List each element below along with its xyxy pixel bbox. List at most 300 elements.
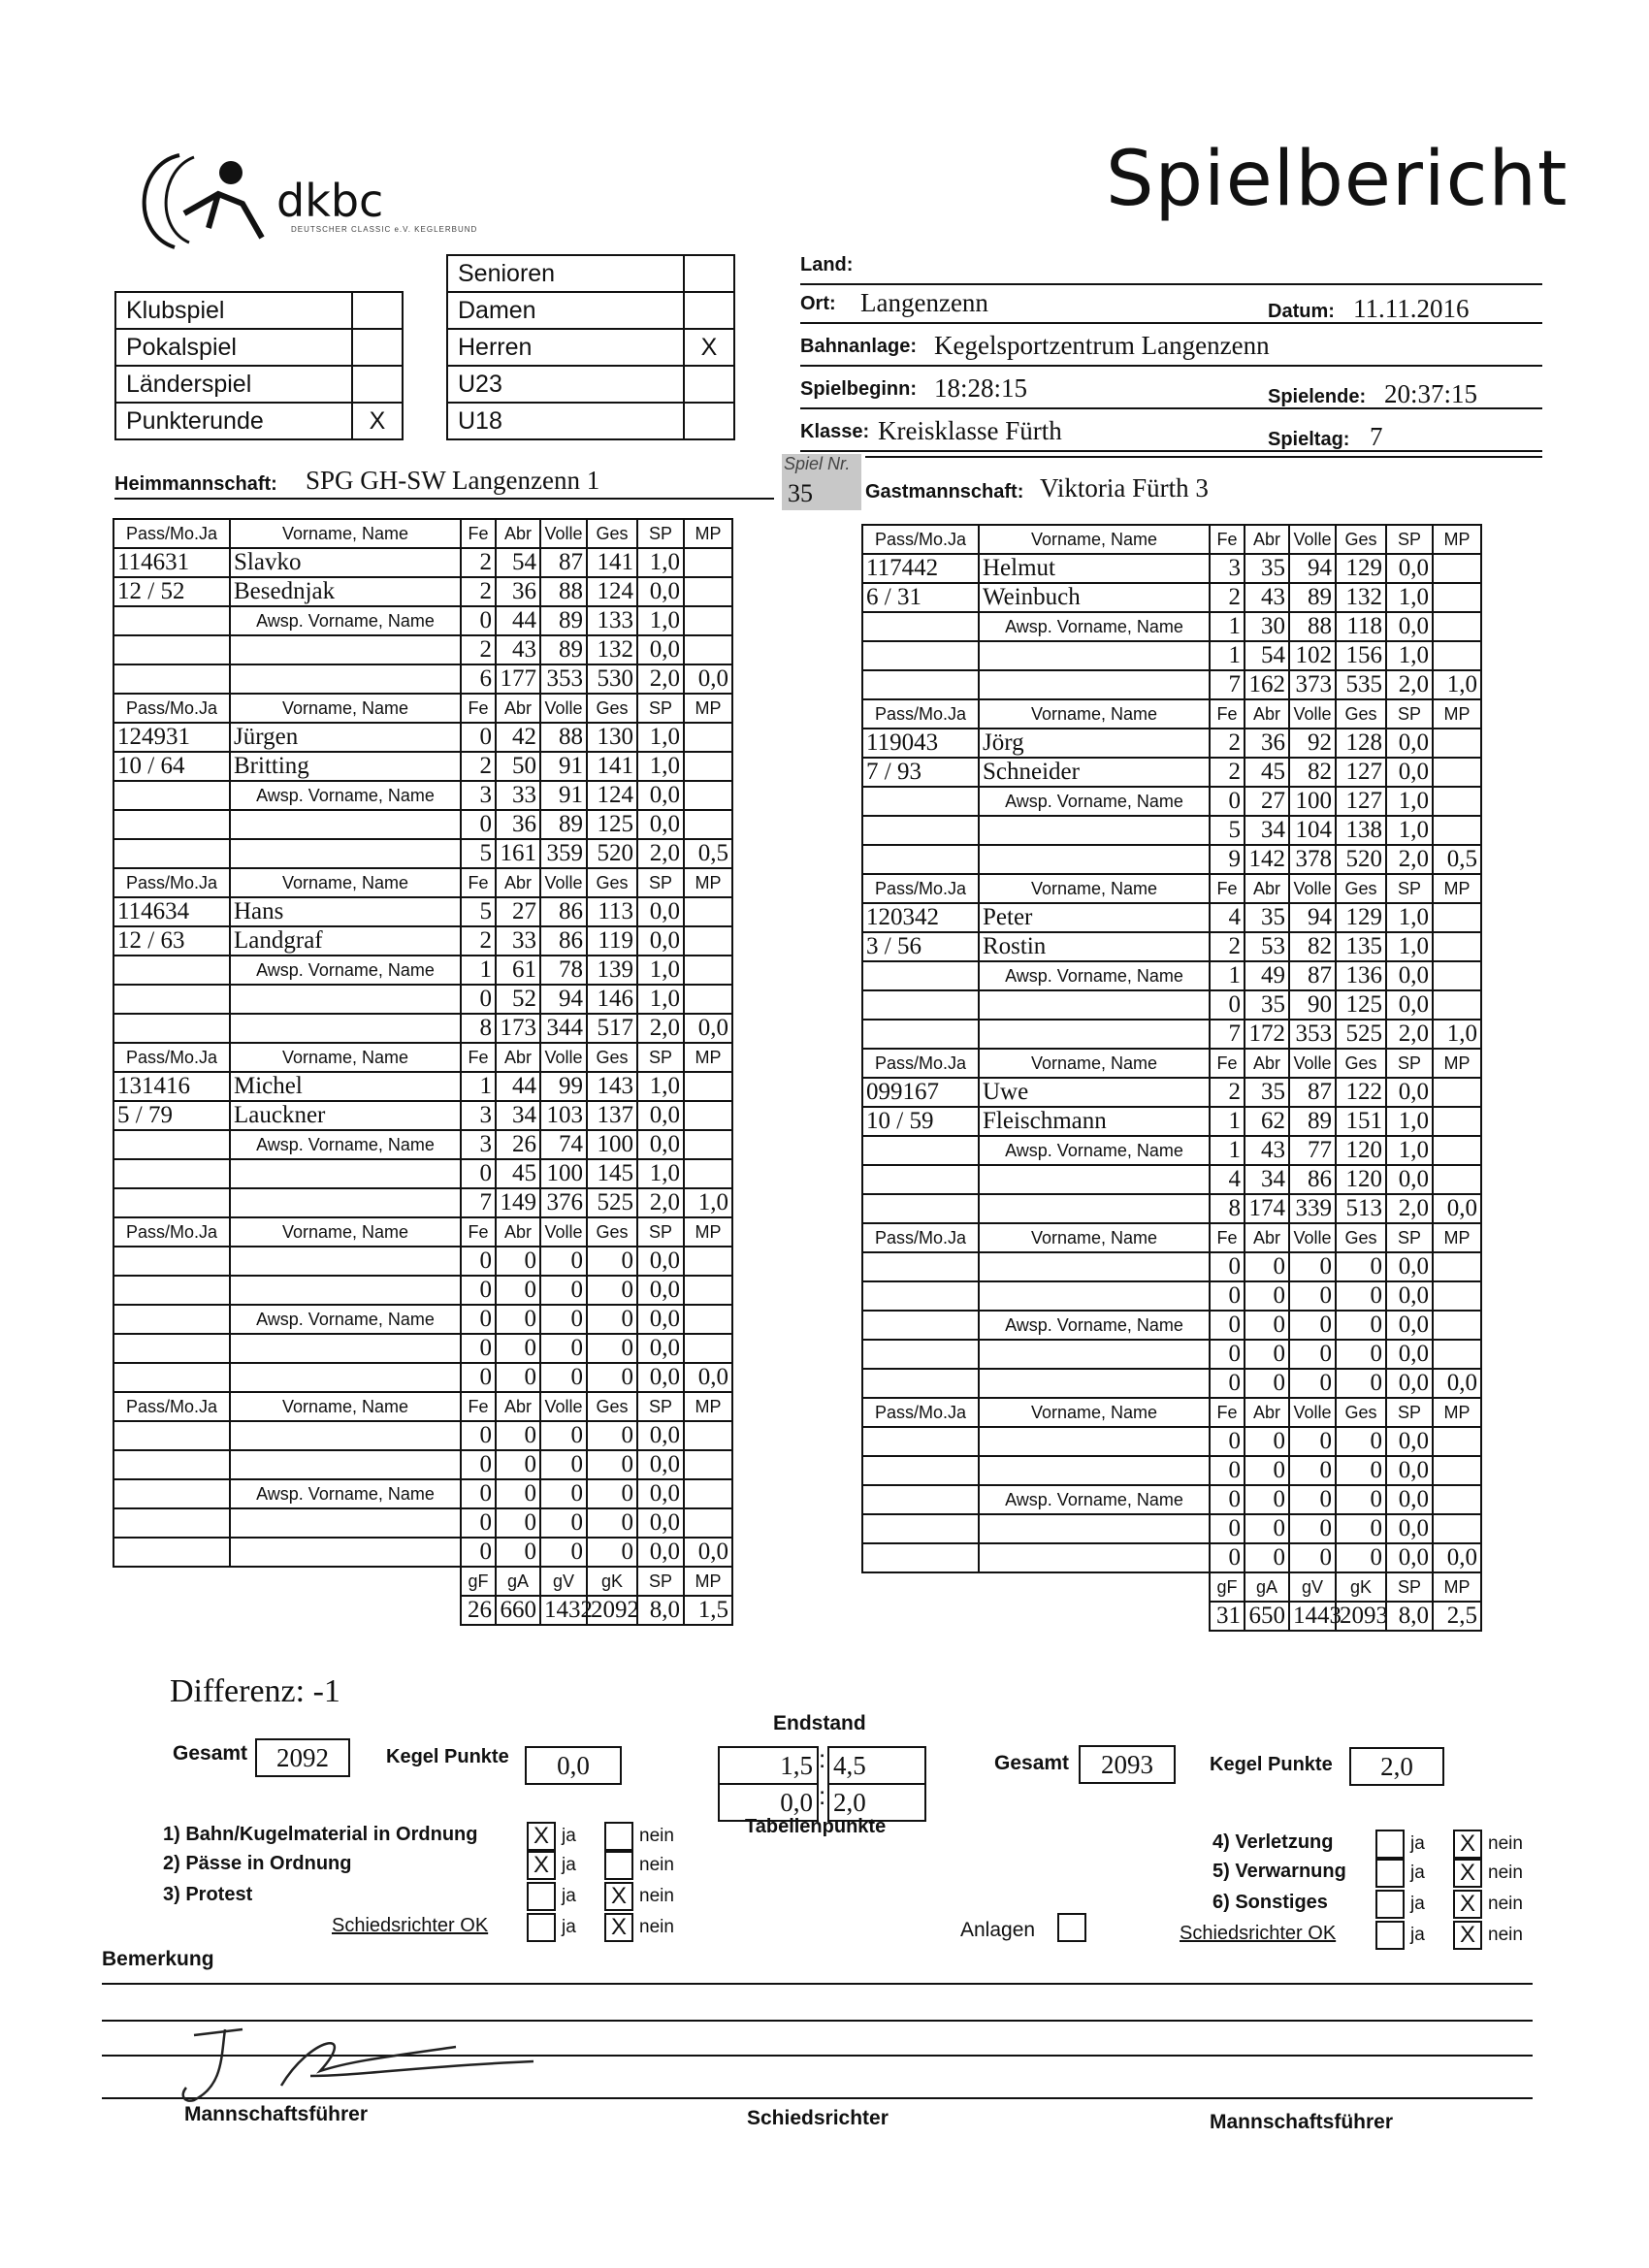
score-cell-abr[interactable]: 0 <box>1245 1252 1289 1281</box>
score-cell-sp[interactable]: 0,0 <box>1386 1456 1433 1485</box>
empty-pass-cell[interactable] <box>113 810 230 839</box>
player-first-name[interactable]: Jürgen <box>230 723 461 752</box>
pass-number[interactable]: 119043 <box>862 729 979 758</box>
score-cell-fe[interactable]: 0 <box>461 723 496 752</box>
score-cell-abr[interactable]: 43 <box>1245 583 1289 612</box>
member-year[interactable]: 6 / 31 <box>862 583 979 612</box>
score-cell-fe[interactable]: 1 <box>461 1072 496 1101</box>
score-cell-fe[interactable]: 4 <box>1210 903 1245 932</box>
score-cell-fe[interactable]: 0 <box>1210 990 1245 1020</box>
player-last-name[interactable] <box>979 1456 1210 1485</box>
score-cell-fe[interactable]: 0 <box>1210 1340 1245 1369</box>
score-cell-volle[interactable]: 90 <box>1289 990 1336 1020</box>
pass-number[interactable] <box>862 1252 979 1281</box>
score-cell-fe[interactable]: 0 <box>1210 787 1245 816</box>
score-cell-ges[interactable]: 124 <box>587 781 637 810</box>
score-cell-sp[interactable]: 0,0 <box>637 1247 684 1276</box>
score-cell-ges[interactable]: 156 <box>1336 641 1386 670</box>
empty-pass-cell[interactable] <box>113 1305 230 1334</box>
empty-pass-cell[interactable] <box>862 641 979 670</box>
empty-pass-cell[interactable] <box>113 606 230 635</box>
category-checkbox[interactable]: X <box>684 329 734 366</box>
score-cell-volle[interactable]: 0 <box>540 1421 587 1450</box>
score-cell-abr[interactable]: 36 <box>496 810 540 839</box>
player-first-name[interactable]: Hans <box>230 897 461 926</box>
score-cell-ges[interactable]: 141 <box>587 752 637 781</box>
player-last-name[interactable]: Weinbuch <box>979 583 1210 612</box>
score-cell-ges[interactable]: 100 <box>587 1130 637 1159</box>
score-cell-ges[interactable]: 146 <box>587 985 637 1014</box>
score-cell-abr[interactable]: 33 <box>496 781 540 810</box>
player-last-name[interactable]: Lauckner <box>230 1101 461 1130</box>
score-cell-volle[interactable]: 92 <box>1289 729 1336 758</box>
score-cell-sp[interactable]: 0,0 <box>637 1305 684 1334</box>
score-cell-volle[interactable]: 0 <box>1289 1456 1336 1485</box>
empty-pass-cell[interactable] <box>862 787 979 816</box>
score-cell-fe[interactable]: 0 <box>1210 1427 1245 1456</box>
score-cell-fe[interactable]: 1 <box>1210 641 1245 670</box>
score-cell-ges[interactable]: 137 <box>587 1101 637 1130</box>
category-checkbox[interactable] <box>684 292 734 329</box>
score-cell-ges[interactable]: 0 <box>1336 1340 1386 1369</box>
score-cell-sp[interactable]: 1,0 <box>1386 641 1433 670</box>
other-nein-checkbox[interactable]: X <box>1453 1890 1482 1919</box>
substitute-name[interactable] <box>230 635 461 664</box>
score-cell-abr[interactable]: 27 <box>496 897 540 926</box>
score-cell-volle[interactable]: 0 <box>540 1305 587 1334</box>
score-cell-sp[interactable]: 0,0 <box>1386 1514 1433 1543</box>
score-cell-ges[interactable]: 125 <box>1336 990 1386 1020</box>
empty-pass-cell[interactable] <box>113 635 230 664</box>
score-cell-sp[interactable]: 0,0 <box>1386 1281 1433 1311</box>
score-cell-fe[interactable]: 3 <box>461 1130 496 1159</box>
score-cell-ges[interactable]: 0 <box>587 1421 637 1450</box>
substitute-name[interactable] <box>979 1340 1210 1369</box>
score-cell-volle[interactable]: 0 <box>540 1334 587 1363</box>
score-cell-ges[interactable]: 122 <box>1336 1078 1386 1107</box>
score-cell-fe[interactable]: 0 <box>1210 1252 1245 1281</box>
player-first-name[interactable]: Slavko <box>230 548 461 577</box>
score-cell-fe[interactable]: 5 <box>1210 816 1245 845</box>
pass-number[interactable]: 131416 <box>113 1072 230 1101</box>
score-cell-fe[interactable]: 5 <box>461 897 496 926</box>
score-cell-fe[interactable]: 2 <box>461 577 496 606</box>
empty-pass-cell[interactable] <box>862 1165 979 1194</box>
score-cell-sp[interactable]: 0,0 <box>1386 1311 1433 1340</box>
protest-ja-checkbox[interactable] <box>527 1882 556 1911</box>
score-cell-volle[interactable]: 0 <box>540 1450 587 1479</box>
player-first-name[interactable] <box>230 1247 461 1276</box>
score-cell-abr[interactable]: 34 <box>1245 1165 1289 1194</box>
score-cell-sp[interactable]: 1,0 <box>1386 816 1433 845</box>
score-cell-abr[interactable]: 35 <box>1245 903 1289 932</box>
pass-number[interactable]: 099167 <box>862 1078 979 1107</box>
score-cell-ges[interactable]: 145 <box>587 1159 637 1188</box>
score-cell-ges[interactable]: 127 <box>1336 758 1386 787</box>
score-cell-fe[interactable]: 4 <box>1210 1165 1245 1194</box>
score-cell-abr[interactable]: 35 <box>1245 1078 1289 1107</box>
passes-ok-ja-checkbox[interactable]: X <box>527 1851 556 1880</box>
score-cell-ges[interactable]: 0 <box>1336 1252 1386 1281</box>
score-cell-ges[interactable]: 0 <box>587 1334 637 1363</box>
score-cell-fe[interactable]: 0 <box>1210 1514 1245 1543</box>
score-cell-sp[interactable]: 0,0 <box>637 897 684 926</box>
score-cell-sp[interactable]: 1,0 <box>637 985 684 1014</box>
score-cell-fe[interactable]: 1 <box>1210 1107 1245 1136</box>
score-cell-ges[interactable]: 132 <box>1336 583 1386 612</box>
score-cell-sp[interactable]: 1,0 <box>637 1159 684 1188</box>
score-cell-sp[interactable]: 0,0 <box>1386 729 1433 758</box>
score-cell-abr[interactable]: 0 <box>1245 1485 1289 1514</box>
score-cell-abr[interactable]: 0 <box>496 1508 540 1538</box>
score-cell-fe[interactable]: 1 <box>461 956 496 985</box>
referee-ok-right-nein-checkbox[interactable]: X <box>1453 1921 1482 1950</box>
score-cell-ges[interactable]: 141 <box>587 548 637 577</box>
substitute-name[interactable] <box>979 1165 1210 1194</box>
member-year[interactable]: 7 / 93 <box>862 758 979 787</box>
empty-pass-cell[interactable] <box>862 1514 979 1543</box>
score-cell-ges[interactable]: 125 <box>587 810 637 839</box>
score-cell-ges[interactable]: 135 <box>1336 932 1386 961</box>
empty-pass-cell[interactable] <box>862 816 979 845</box>
member-year[interactable]: 3 / 56 <box>862 932 979 961</box>
score-cell-abr[interactable]: 36 <box>1245 729 1289 758</box>
score-cell-sp[interactable]: 1,0 <box>637 548 684 577</box>
empty-pass-cell[interactable] <box>862 1311 979 1340</box>
score-cell-volle[interactable]: 0 <box>1289 1281 1336 1311</box>
substitute-name[interactable] <box>230 1334 461 1363</box>
score-cell-ges[interactable]: 0 <box>1336 1456 1386 1485</box>
score-cell-volle[interactable]: 78 <box>540 956 587 985</box>
score-cell-volle[interactable]: 89 <box>540 810 587 839</box>
score-cell-sp[interactable]: 1,0 <box>1386 1136 1433 1165</box>
score-cell-sp[interactable]: 0,0 <box>637 1421 684 1450</box>
substitute-name[interactable] <box>979 641 1210 670</box>
score-cell-ges[interactable]: 0 <box>1336 1485 1386 1514</box>
score-cell-fe[interactable]: 0 <box>461 1334 496 1363</box>
score-cell-sp[interactable]: 0,0 <box>637 1479 684 1508</box>
empty-pass-cell[interactable] <box>862 990 979 1020</box>
score-cell-sp[interactable]: 0,0 <box>1386 1485 1433 1514</box>
member-year[interactable] <box>862 1281 979 1311</box>
score-cell-sp[interactable]: 0,0 <box>1386 1165 1433 1194</box>
score-cell-ges[interactable]: 136 <box>1336 961 1386 990</box>
score-cell-ges[interactable]: 0 <box>587 1479 637 1508</box>
player-first-name[interactable]: Jörg <box>979 729 1210 758</box>
score-cell-sp[interactable]: 0,0 <box>637 1101 684 1130</box>
pass-number[interactable] <box>113 1421 230 1450</box>
score-cell-sp[interactable]: 1,0 <box>637 1072 684 1101</box>
other-ja-checkbox[interactable] <box>1375 1890 1405 1919</box>
score-cell-sp[interactable]: 0,0 <box>1386 990 1433 1020</box>
score-cell-ges[interactable]: 138 <box>1336 816 1386 845</box>
member-year[interactable]: 12 / 52 <box>113 577 230 606</box>
score-cell-ges[interactable]: 0 <box>1336 1514 1386 1543</box>
score-cell-ges[interactable]: 0 <box>1336 1281 1386 1311</box>
category-checkbox[interactable] <box>684 255 734 292</box>
score-cell-abr[interactable]: 53 <box>1245 932 1289 961</box>
score-cell-ges[interactable]: 0 <box>587 1305 637 1334</box>
injury-ja-checkbox[interactable] <box>1375 1830 1405 1859</box>
score-cell-ges[interactable]: 118 <box>1336 612 1386 641</box>
score-cell-fe[interactable]: 0 <box>461 810 496 839</box>
score-cell-fe[interactable]: 0 <box>461 985 496 1014</box>
score-cell-fe[interactable]: 0 <box>461 1305 496 1334</box>
material-ok-ja-checkbox[interactable]: X <box>527 1822 556 1851</box>
score-cell-sp[interactable]: 0,0 <box>637 1130 684 1159</box>
score-cell-volle[interactable]: 89 <box>1289 1107 1336 1136</box>
score-cell-fe[interactable]: 0 <box>1210 1311 1245 1340</box>
substitute-name[interactable] <box>230 985 461 1014</box>
referee-ok-right-ja-checkbox[interactable] <box>1375 1921 1405 1950</box>
score-cell-abr[interactable]: 61 <box>496 956 540 985</box>
score-cell-fe[interactable]: 2 <box>461 926 496 956</box>
score-cell-ges[interactable]: 0 <box>587 1450 637 1479</box>
score-cell-volle[interactable]: 88 <box>1289 612 1336 641</box>
score-cell-ges[interactable]: 129 <box>1336 903 1386 932</box>
score-cell-ges[interactable]: 128 <box>1336 729 1386 758</box>
score-cell-sp[interactable]: 0,0 <box>1386 1340 1433 1369</box>
score-cell-volle[interactable]: 0 <box>540 1276 587 1305</box>
empty-pass-cell[interactable] <box>862 612 979 641</box>
score-cell-fe[interactable]: 0 <box>461 1247 496 1276</box>
score-cell-volle[interactable]: 0 <box>540 1479 587 1508</box>
score-cell-abr[interactable]: 0 <box>496 1276 540 1305</box>
score-cell-sp[interactable]: 0,0 <box>637 577 684 606</box>
passes-ok-nein-checkbox[interactable] <box>604 1851 633 1880</box>
score-cell-abr[interactable]: 0 <box>496 1450 540 1479</box>
score-cell-sp[interactable]: 0,0 <box>1386 1427 1433 1456</box>
member-year[interactable] <box>113 1450 230 1479</box>
member-year[interactable]: 12 / 63 <box>113 926 230 956</box>
score-cell-fe[interactable]: 0 <box>461 1450 496 1479</box>
score-cell-fe[interactable]: 0 <box>461 1508 496 1538</box>
player-last-name[interactable]: Fleischmann <box>979 1107 1210 1136</box>
substitute-name[interactable] <box>230 810 461 839</box>
score-cell-abr[interactable]: 34 <box>1245 816 1289 845</box>
empty-pass-cell[interactable] <box>862 961 979 990</box>
score-cell-volle[interactable]: 74 <box>540 1130 587 1159</box>
score-cell-volle[interactable]: 94 <box>1289 554 1336 583</box>
score-cell-abr[interactable]: 62 <box>1245 1107 1289 1136</box>
score-cell-volle[interactable]: 91 <box>540 781 587 810</box>
score-cell-fe[interactable]: 2 <box>461 548 496 577</box>
score-cell-volle[interactable]: 0 <box>1289 1485 1336 1514</box>
score-cell-abr[interactable]: 30 <box>1245 612 1289 641</box>
score-cell-sp[interactable]: 0,0 <box>1386 1078 1433 1107</box>
substitute-name[interactable] <box>979 990 1210 1020</box>
score-cell-abr[interactable]: 0 <box>1245 1311 1289 1340</box>
score-cell-sp[interactable]: 1,0 <box>1386 583 1433 612</box>
player-first-name[interactable]: Peter <box>979 903 1210 932</box>
empty-pass-cell[interactable] <box>113 985 230 1014</box>
member-year[interactable]: 10 / 59 <box>862 1107 979 1136</box>
warning-nein-checkbox[interactable]: X <box>1453 1859 1482 1888</box>
score-cell-ges[interactable]: 129 <box>1336 554 1386 583</box>
score-cell-volle[interactable]: 82 <box>1289 932 1336 961</box>
pass-number[interactable]: 120342 <box>862 903 979 932</box>
score-cell-fe[interactable]: 0 <box>461 1159 496 1188</box>
member-year[interactable]: 5 / 79 <box>113 1101 230 1130</box>
score-cell-sp[interactable]: 1,0 <box>637 956 684 985</box>
score-cell-sp[interactable]: 0,0 <box>1386 1252 1433 1281</box>
score-cell-abr[interactable]: 45 <box>496 1159 540 1188</box>
score-cell-volle[interactable]: 86 <box>1289 1165 1336 1194</box>
score-cell-abr[interactable]: 43 <box>496 635 540 664</box>
score-cell-ges[interactable]: 0 <box>587 1276 637 1305</box>
player-last-name[interactable] <box>230 1276 461 1305</box>
score-cell-abr[interactable]: 45 <box>1245 758 1289 787</box>
score-cell-volle[interactable]: 0 <box>1289 1514 1336 1543</box>
score-cell-sp[interactable]: 1,0 <box>1386 1107 1433 1136</box>
score-cell-volle[interactable]: 89 <box>1289 583 1336 612</box>
pass-number[interactable]: 117442 <box>862 554 979 583</box>
member-year[interactable] <box>113 1276 230 1305</box>
score-cell-fe[interactable]: 3 <box>461 781 496 810</box>
score-cell-sp[interactable]: 0,0 <box>637 781 684 810</box>
score-cell-abr[interactable]: 52 <box>496 985 540 1014</box>
referee-ok-left-ja-checkbox[interactable] <box>527 1913 556 1942</box>
score-cell-fe[interactable]: 0 <box>1210 1281 1245 1311</box>
score-cell-fe[interactable]: 0 <box>461 606 496 635</box>
player-last-name[interactable]: Rostin <box>979 932 1210 961</box>
pass-number[interactable]: 124931 <box>113 723 230 752</box>
score-cell-volle[interactable]: 104 <box>1289 816 1336 845</box>
score-cell-fe[interactable]: 2 <box>1210 583 1245 612</box>
score-cell-volle[interactable]: 89 <box>540 606 587 635</box>
warning-ja-checkbox[interactable] <box>1375 1859 1405 1888</box>
score-cell-sp[interactable]: 1,0 <box>637 723 684 752</box>
score-cell-fe[interactable]: 2 <box>1210 932 1245 961</box>
score-cell-volle[interactable]: 102 <box>1289 641 1336 670</box>
score-cell-volle[interactable]: 99 <box>540 1072 587 1101</box>
score-cell-sp[interactable]: 1,0 <box>1386 903 1433 932</box>
score-cell-sp[interactable]: 1,0 <box>637 606 684 635</box>
score-cell-ges[interactable]: 139 <box>587 956 637 985</box>
score-cell-fe[interactable]: 0 <box>1210 1485 1245 1514</box>
score-cell-abr[interactable]: 0 <box>1245 1456 1289 1485</box>
score-cell-sp[interactable]: 0,0 <box>1386 554 1433 583</box>
score-cell-abr[interactable]: 35 <box>1245 990 1289 1020</box>
empty-pass-cell[interactable] <box>113 781 230 810</box>
player-first-name[interactable]: Helmut <box>979 554 1210 583</box>
score-cell-abr[interactable]: 0 <box>496 1334 540 1363</box>
score-cell-abr[interactable]: 35 <box>1245 554 1289 583</box>
empty-pass-cell[interactable] <box>862 1340 979 1369</box>
pass-number[interactable]: 114631 <box>113 548 230 577</box>
score-cell-volle[interactable]: 0 <box>540 1508 587 1538</box>
score-cell-sp[interactable]: 1,0 <box>1386 787 1433 816</box>
player-first-name[interactable]: Uwe <box>979 1078 1210 1107</box>
score-cell-volle[interactable]: 88 <box>540 577 587 606</box>
score-cell-volle[interactable]: 100 <box>1289 787 1336 816</box>
score-cell-fe[interactable]: 0 <box>461 1421 496 1450</box>
pass-number[interactable] <box>862 1427 979 1456</box>
score-cell-fe[interactable]: 1 <box>1210 612 1245 641</box>
score-cell-ges[interactable]: 151 <box>1336 1107 1386 1136</box>
game-type-checkbox[interactable] <box>352 292 403 329</box>
score-cell-abr[interactable]: 36 <box>496 577 540 606</box>
anlagen-checkbox[interactable] <box>1057 1913 1086 1942</box>
score-cell-sp[interactable]: 1,0 <box>637 752 684 781</box>
score-cell-sp[interactable]: 0,0 <box>637 1450 684 1479</box>
score-cell-volle[interactable]: 86 <box>540 926 587 956</box>
game-type-checkbox[interactable] <box>352 329 403 366</box>
score-cell-volle[interactable]: 89 <box>540 635 587 664</box>
score-cell-fe[interactable]: 2 <box>1210 758 1245 787</box>
score-cell-abr[interactable]: 43 <box>1245 1136 1289 1165</box>
score-cell-ges[interactable]: 0 <box>587 1247 637 1276</box>
score-cell-ges[interactable]: 113 <box>587 897 637 926</box>
empty-pass-cell[interactable] <box>113 1508 230 1538</box>
category-checkbox[interactable] <box>684 366 734 403</box>
score-cell-fe[interactable]: 2 <box>1210 1078 1245 1107</box>
score-cell-abr[interactable]: 44 <box>496 606 540 635</box>
score-cell-ges[interactable]: 0 <box>1336 1427 1386 1456</box>
score-cell-ges[interactable]: 0 <box>587 1508 637 1538</box>
score-cell-volle[interactable]: 0 <box>1289 1311 1336 1340</box>
score-cell-sp[interactable]: 0,0 <box>1386 758 1433 787</box>
score-cell-ges[interactable]: 120 <box>1336 1136 1386 1165</box>
score-cell-ges[interactable]: 143 <box>587 1072 637 1101</box>
score-cell-fe[interactable]: 1 <box>1210 961 1245 990</box>
player-last-name[interactable]: Besednjak <box>230 577 461 606</box>
member-year[interactable]: 10 / 64 <box>113 752 230 781</box>
score-cell-sp[interactable]: 0,0 <box>637 635 684 664</box>
referee-ok-left-nein-checkbox[interactable]: X <box>604 1913 633 1942</box>
substitute-name[interactable] <box>979 816 1210 845</box>
score-cell-volle[interactable]: 87 <box>1289 961 1336 990</box>
substitute-name[interactable] <box>230 1508 461 1538</box>
game-type-checkbox[interactable] <box>352 366 403 403</box>
score-cell-ges[interactable]: 127 <box>1336 787 1386 816</box>
category-checkbox[interactable] <box>684 403 734 439</box>
score-cell-fe[interactable]: 3 <box>1210 554 1245 583</box>
empty-pass-cell[interactable] <box>113 1159 230 1188</box>
pass-number[interactable]: 114634 <box>113 897 230 926</box>
score-cell-fe[interactable]: 0 <box>461 1479 496 1508</box>
score-cell-ges[interactable]: 0 <box>1336 1311 1386 1340</box>
player-last-name[interactable]: Schneider <box>979 758 1210 787</box>
player-first-name[interactable]: Michel <box>230 1072 461 1101</box>
score-cell-abr[interactable]: 0 <box>496 1305 540 1334</box>
score-cell-fe[interactable]: 2 <box>461 635 496 664</box>
player-last-name[interactable] <box>979 1281 1210 1311</box>
score-cell-abr[interactable]: 26 <box>496 1130 540 1159</box>
empty-pass-cell[interactable] <box>113 1334 230 1363</box>
score-cell-abr[interactable]: 0 <box>496 1247 540 1276</box>
score-cell-abr[interactable]: 54 <box>496 548 540 577</box>
score-cell-fe[interactable]: 0 <box>461 1276 496 1305</box>
empty-pass-cell[interactable] <box>113 956 230 985</box>
score-cell-volle[interactable]: 103 <box>540 1101 587 1130</box>
player-last-name[interactable]: Britting <box>230 752 461 781</box>
material-ok-nein-checkbox[interactable] <box>604 1822 633 1851</box>
game-type-checkbox[interactable]: X <box>352 403 403 439</box>
score-cell-ges[interactable]: 120 <box>1336 1165 1386 1194</box>
score-cell-volle[interactable]: 0 <box>540 1247 587 1276</box>
score-cell-sp[interactable]: 0,0 <box>637 1334 684 1363</box>
score-cell-abr[interactable]: 0 <box>496 1479 540 1508</box>
score-cell-abr[interactable]: 0 <box>1245 1514 1289 1543</box>
score-cell-sp[interactable]: 0,0 <box>1386 961 1433 990</box>
score-cell-abr[interactable]: 54 <box>1245 641 1289 670</box>
score-cell-sp[interactable]: 0,0 <box>637 926 684 956</box>
score-cell-abr[interactable]: 0 <box>1245 1281 1289 1311</box>
player-last-name[interactable]: Landgraf <box>230 926 461 956</box>
score-cell-abr[interactable]: 0 <box>1245 1427 1289 1456</box>
substitute-name[interactable] <box>979 1514 1210 1543</box>
